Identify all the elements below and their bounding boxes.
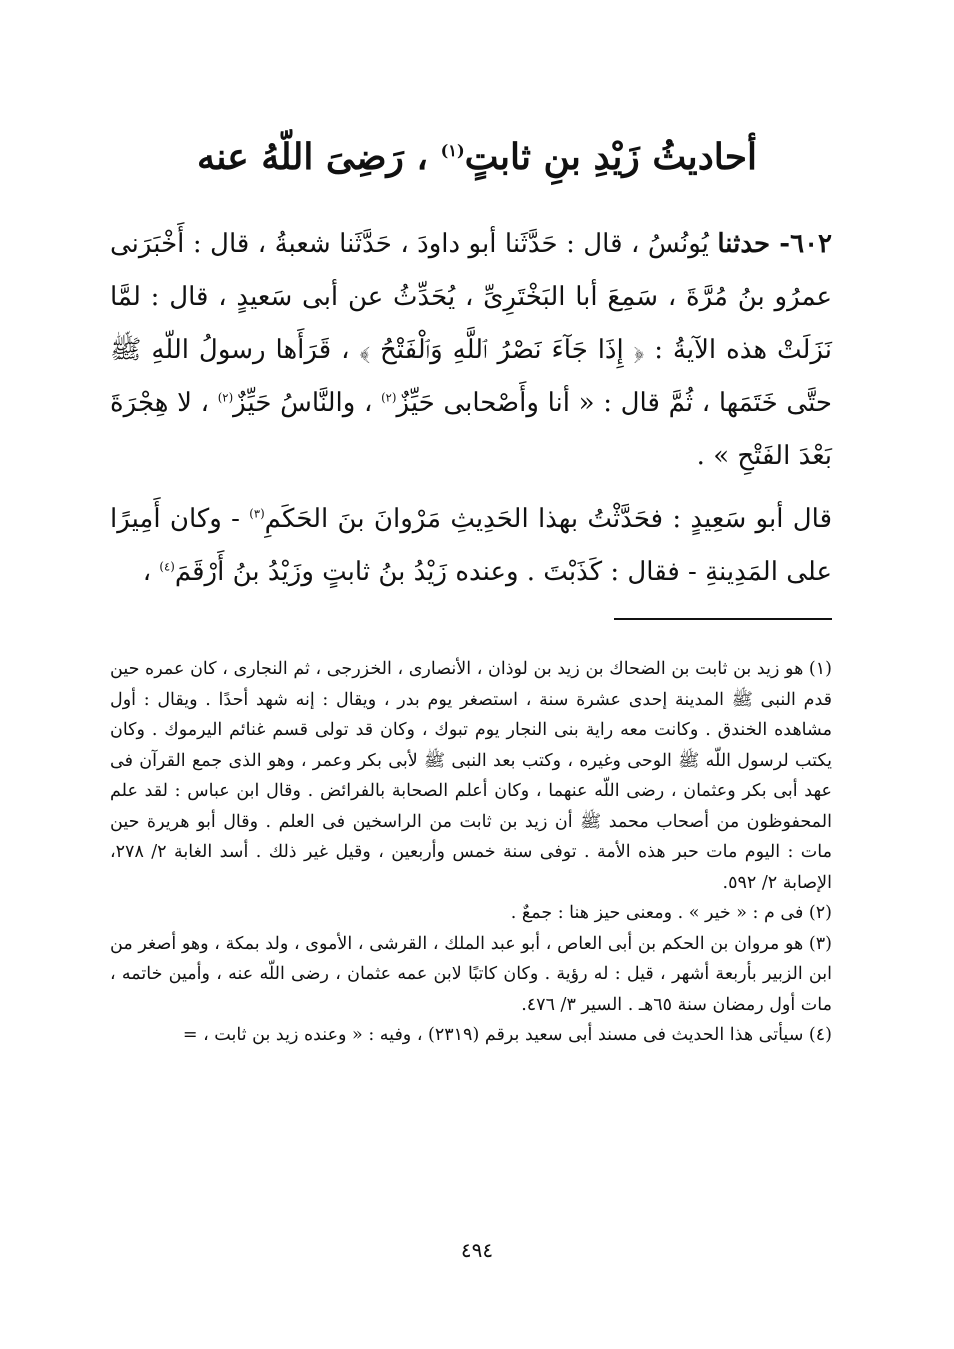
footnote-ref-2b: (٢)	[217, 390, 234, 405]
footnotes	[110, 654, 832, 1051]
narration-start: قال أبو سَعِيدٍ : فحَدَّثْتُ بهذا الحَدِيثِ مَرْوانَ بنَ الحَكَمِ	[264, 504, 832, 534]
narration-end: ،	[142, 557, 152, 587]
hadith-chain: يُونُسُ ، قال : حَدَّثَنا أبو داودَ ، حَدَّثَنا شعبةُ ، قال : أَخْبَرَنى عمرُو بنُ مُرَّةَ ، سَمِعَ أبا البَخْتَرِىِّ ، يُحَدِّثُ عن أبى سَعيدٍ ، قال : لمَّا نَزَلَتْ هذه الآيةُ : ﴿ إِذَا جَآءَ نَصْرُ ٱللَّهِ وَٱلْفَتْحُ ﴾ ، قَرَأَها رسولُ اللّهِ ﷺ حتَّى خَتَمَها ، ثُمَّ قال : « أنا وأَصْحابى حَيِّزٌ	[110, 229, 832, 418]
footnote-ref-4: (٤)	[159, 559, 175, 574]
footnote-divider	[614, 618, 832, 620]
section-title	[120, 132, 834, 182]
hadith-paragraph-2	[110, 493, 832, 599]
hadith-text	[110, 218, 832, 599]
footnote-2: (٢) فى م : « خير » . ومعنى حيز هنا : جمعٌ .	[510, 903, 832, 923]
footnote-3: (٣) هو مروان بن الحكم بن أبى العاص ، أبو عبد الملك ، القرشى ، الأموى ، ولد بمكة ، وهو أصغر من ابن الزبير بأربعة أشهر ، قيل : له رؤية . وكان كاتبًا لابن عمه عثمان ، رضى اللّه عنه ، وأمين خاتمه ، مات أول رمضان سنة ٦٥هـ . السير ٣/ ٤٧٦.	[110, 933, 832, 1015]
page-number: ٤٩٤	[460, 1238, 494, 1262]
hadith-number: ٦٠٢	[790, 229, 833, 259]
hadith-continuation: ، والنَّاسُ حَيِّزٌ	[233, 388, 373, 418]
footnote-ref-3: (٣)	[249, 506, 265, 521]
title-blessing: ، رَضِىَ اللّهُ عنه	[197, 136, 429, 179]
hadith-ending: ، لا هِجْرَةَ بَعْدَ الفَتْحِ » .	[110, 388, 832, 471]
footnote-1: (١) هو زيد بن ثابت بن الضحاك بن زيد بن لوذان ، الأنصارى ، الخزرجى ، ثم النجارى ، كان عمره حين قدم النبى ﷺ المدينة إحدى عشرة سنة ، استصغر يوم بدر ، ويقال : إنه شهد أحدًا . ويقال : أول مشاهده الخندق . وكانت معه راية بنى النجار يوم تبوك ، وكان قد تولى قسم غنائم اليرموك . وكان يكتب لرسول اللّه ﷺ الوحى وغيره ، وكتب بعد النبى ﷺ لأبى بكر وعمر ، وهو الذى جمع القرآن فى عهد أبى بكر وعثمان ، رضى اللّه عنهما ، وكان أعلم الصحابة بالفرائض . وقال ابن عباس : لقد علم المحفوظون من أصحاب محمد ﷺ أن زيد بن ثابت من الراسخين فى العلم . وقال أبو هريرة حين مات : اليوم مات حبر هذه الأمة . توفى سنة خمس وأربعين ، وقيل غير ذلك . أسد الغابة ٢/ ٢٧٨، الإصابة ٢/ ٥٩٢.	[110, 659, 832, 893]
title-main: أحاديثُ زَيْدِ بنِ ثابتٍ	[464, 136, 757, 179]
hadith-opening: - حدثنا	[717, 229, 791, 259]
narration-middle: - وكان أَمِيرًا على المَدِينةِ - فقال : كَذَبْتَ . وعنده زَيْدُ بنُ ثابتٍ وزَيْدُ بنُ أَرْقَمَ	[110, 504, 832, 587]
footnote-ref-1: (١)	[440, 141, 465, 161]
hadith-paragraph-1	[110, 218, 832, 483]
footnote-ref-2: (٢)	[381, 390, 397, 405]
footnote-4: (٤) سيأتى هذا الحديث فى مسند أبى سعيد برقم (٢٣١٩) ، وفيه : « وعنده زيد بن ثابت ، =	[182, 1025, 832, 1045]
